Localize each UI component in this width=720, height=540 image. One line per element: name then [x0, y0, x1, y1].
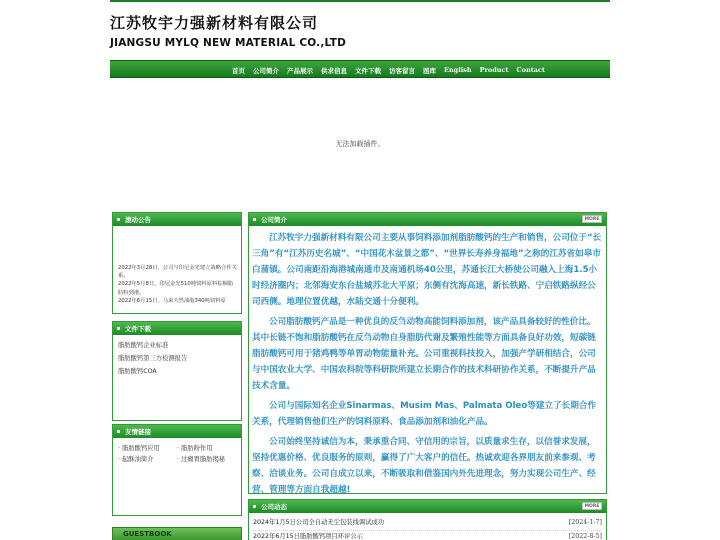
- company-name-cn: 江苏牧宇力强新材料有限公司: [110, 14, 319, 32]
- site-header: [110, 12, 610, 49]
- news-header: [249, 500, 606, 513]
- friend-link[interactable]: · 脂肪酸钙应用: [118, 445, 160, 452]
- nav-products[interactable]: 产品展示: [287, 66, 313, 75]
- plugin-message: 无法加载插件。: [335, 140, 385, 148]
- downloads-header: [113, 322, 241, 335]
- nav-gallery[interactable]: 图库: [423, 66, 436, 75]
- news-item-date: [2022-8-5]: [568, 532, 602, 540]
- nav-guestbook[interactable]: 访客留言: [389, 66, 415, 75]
- about-paragraph: 公司脂肪酸钙产品是一种优良的反刍动物高能饲料添加剂，该产品具备较好的性价比。其中长链不饱和脂肪酸钙在反刍动物自身脂肪代谢及繁殖性能等方面具备良好功效，短碳链脂肪酸钙可用于猪鸡鸭等单胃动物能量补充。公司重视科技投入，加强产学研相结合，公司与中国农业大学、中国农科院等科研院所建立长期合作的技术科研协作关系，不断提升产品技术含量。: [252, 317, 596, 391]
- bullet-icon: [117, 327, 120, 330]
- about-paragraph: 公司始终坚持诚信为本，秉承重合同、守信用的宗旨，以质量求生存，以信誉求发展，坚持优惠价格、优良服务的原则，赢得了广大客户的信任。热诚欢迎各界朋友前来参观、考察、洽谈业务。公司自成立以来，不断吸取和借鉴国内外先进理念，努力实现公司生产、经营、管理等方面自我超越!: [252, 437, 596, 495]
- nav-home[interactable]: 首页: [232, 66, 245, 75]
- about-title: 公司简介: [261, 216, 287, 224]
- friend-links-panel: [112, 424, 242, 516]
- nav-downloads[interactable]: 文件下载: [355, 66, 381, 75]
- download-link[interactable]: 脂肪酸钙COA: [118, 367, 157, 375]
- news-row[interactable]: [253, 531, 602, 540]
- news-more-button[interactable]: MORE: [582, 502, 602, 510]
- bullet-icon: [117, 430, 120, 433]
- news-panel: [248, 499, 607, 540]
- friend-link[interactable]: · 起酥油简介: [118, 455, 154, 463]
- news-row[interactable]: [253, 517, 602, 531]
- nav-english[interactable]: English: [444, 66, 472, 74]
- downloads-title: 文件下载: [125, 325, 151, 333]
- nav-product-en[interactable]: Product: [479, 66, 509, 74]
- about-panel: [248, 212, 607, 494]
- news-item-title[interactable]: 2022年6月15日脂肪酸钙项目环评公示: [253, 532, 363, 540]
- bullet-icon: [117, 218, 120, 221]
- friend-links-header: [113, 425, 241, 438]
- notice-header: [113, 213, 241, 226]
- bullet-icon: [253, 505, 256, 508]
- nav-about[interactable]: 公司简介: [253, 66, 279, 75]
- about-header: [249, 213, 606, 226]
- guestbook-label: GUESTBOOK: [123, 530, 172, 538]
- news-title: 公司动态: [261, 503, 287, 511]
- about-paragraph: 公司与国际知名企业Sinarmas、Musim Mas、Palmata Oleo等建立了长期合作关系，代理销售他们生产的饲料原料、食品添加剂和油化产品。: [252, 401, 597, 427]
- notice-line: 2022年3月28日，公司与印尼金光建立战略合作关系。: [118, 265, 237, 280]
- friend-link[interactable]: · 过瘤胃脂肪揭秘: [177, 455, 226, 463]
- download-link[interactable]: 脂肪酸钙企业标准: [118, 342, 169, 349]
- notice-title: 滚动公告: [125, 216, 151, 224]
- main-navigation: [110, 60, 610, 78]
- company-name-en: JIANGSU MYLQ NEW MATERIAL CO.,LTD: [110, 37, 346, 49]
- notice-line: 2022年5月8日，印尼金光510吨饲料原料棕榈脂肪粉到港。: [118, 281, 234, 296]
- downloads-panel: [112, 321, 242, 421]
- about-more-button[interactable]: MORE: [582, 215, 602, 223]
- notice-scroller: [113, 226, 241, 305]
- news-item-date: [2024-1-7]: [568, 519, 602, 526]
- nav-supply[interactable]: 供求信息: [321, 66, 347, 75]
- bullet-icon: [253, 218, 256, 221]
- download-link[interactable]: 脂肪酸钙第三方检测报告: [118, 354, 188, 362]
- notice-panel: [112, 212, 242, 314]
- friend-links-title: 友情链接: [125, 428, 151, 436]
- notice-line: 2022年6月15日，马来天然油脂340吨饲料原: [118, 297, 226, 304]
- top-accent-line: [110, 0, 610, 2]
- plugin-placeholder: [110, 80, 610, 208]
- nav-contact[interactable]: Contact: [516, 66, 545, 74]
- guestbook-banner[interactable]: [112, 527, 242, 540]
- about-paragraph: 江苏牧宇力强新材料有限公司主要从事饲料添加剂脂肪酸钙的生产和销售，公司位于“长三角”有“江苏历史名城”、“中国花木盆景之都”、“世界长寿养身福地”之称的江苏省如皋市白蒲镇。公司南距沿海港城南通市及南通机场40公里，苏通长江大桥使公司融入上海1.5小时经济圈内；北邻海安东台盐城苏北大平原；东侧有沈海高速，新长铁路、宁启铁路纵经公司西侧。地理位置优越，水陆交通十分便利。: [252, 233, 602, 307]
- friend-link[interactable]: · 脂肪粉作用: [177, 445, 213, 452]
- news-item-title[interactable]: 2024年1月5日公司全自动无尘包装线调试成功: [253, 519, 385, 526]
